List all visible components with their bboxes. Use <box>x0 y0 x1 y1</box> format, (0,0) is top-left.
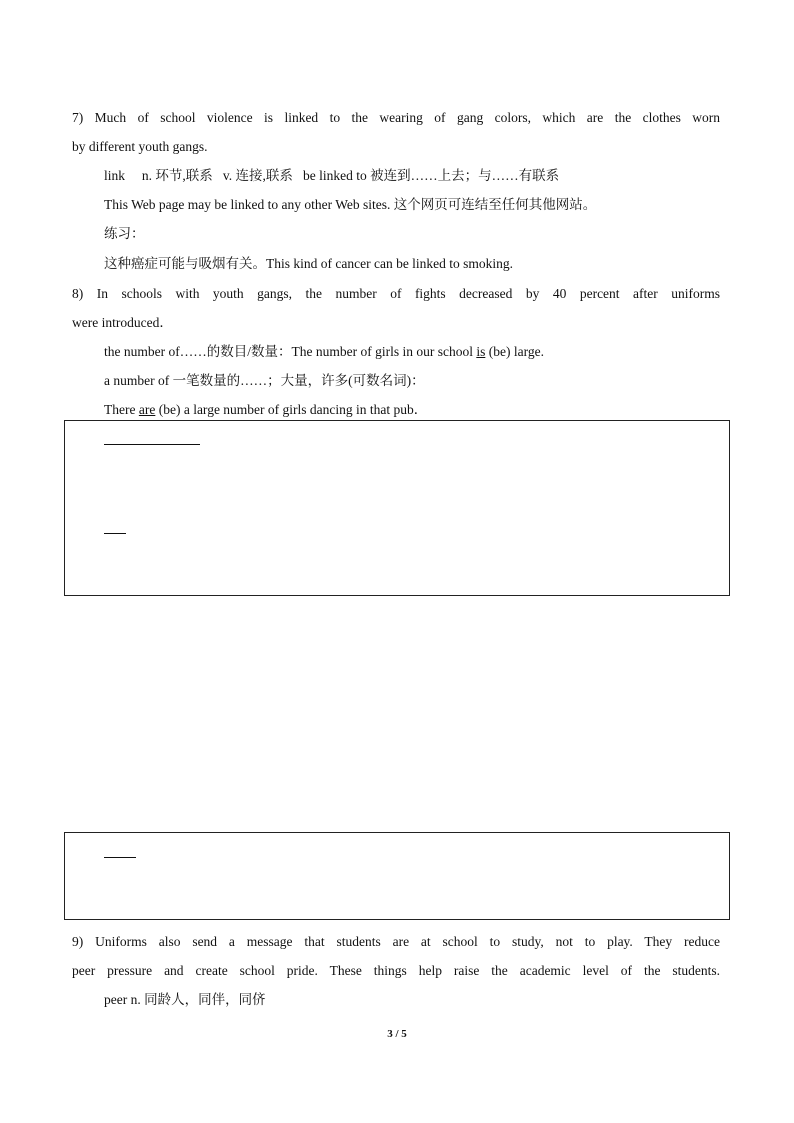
note-text: There <box>104 402 139 417</box>
peer-definition: peer n. 同龄人，同伴，同侪 <box>104 992 266 1007</box>
a-number-of-note: a number of 一笔数量的……；大量，许多(可数名词)： <box>104 373 425 388</box>
answer-verb: is <box>476 344 486 359</box>
item-8-line-1: 8) In schools with youth gangs, the number of fights decreased by 40 percent after uniforms <box>72 286 720 301</box>
the-number-of-note <box>104 343 544 361</box>
item-9-line-2: peer pressure and create school pride. These things help raise the academic level of the students. <box>72 963 720 978</box>
practice-sentence: 这种癌症可能与吸烟有关。This kind of cancer can be linked to smoking. <box>104 256 514 271</box>
answer-blank <box>104 431 152 445</box>
page-number: 3 / 5 <box>387 1028 407 1040</box>
item-7-line-1: 7) Much of school violence is linked to the wearing of gang colors, which are the clothes worn <box>72 110 720 125</box>
note-text: the number of……的数目/数量：The number of girls in our school <box>104 344 477 359</box>
answer-verb: are <box>138 402 156 417</box>
answer-blank <box>104 520 126 534</box>
vocab-link: link n. 环节,联系 v. 连接,联系 be linked to 被连到……上去；与……有联系 <box>104 168 560 183</box>
there-are-example <box>104 401 427 419</box>
exercise-2-question <box>104 520 720 539</box>
answer-blank <box>152 431 200 445</box>
note-text: (be) a large number of girls dancing in that pub． <box>155 402 428 417</box>
item-8-line-2: were introduced． <box>72 315 173 330</box>
item-9-line-1: 9) Uniforms also send a message that students are at school to study, not to play. They reduce <box>72 934 720 949</box>
item-7-line-2: by different youth gangs. <box>72 139 208 154</box>
practice-label: 练习： <box>104 226 145 241</box>
example-link: This Web page may be linked to any other Web sites. 这个网页可连结至任何其他网站。 <box>104 197 597 212</box>
exercise-3-question <box>104 844 720 863</box>
answer-blank <box>104 844 136 858</box>
exercise-1-question <box>104 431 720 450</box>
note-text: (be) large. <box>485 344 544 359</box>
